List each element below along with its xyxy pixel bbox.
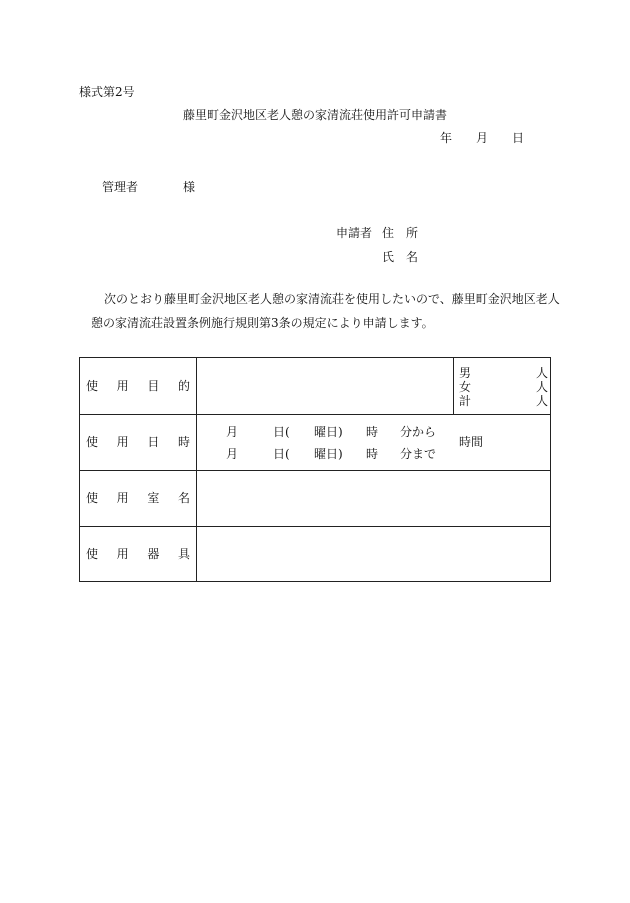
applicant-label: 申請者 <box>336 226 373 240</box>
start-day-label: 日( <box>273 425 290 439</box>
applicant-address-label: 住 所 <box>382 226 419 240</box>
end-hour-label: 時 <box>366 447 379 461</box>
document-title: 藤里町金沢地区老人憩の家清流荘使用許可申請書 <box>182 108 447 122</box>
people-total-unit: 人 <box>536 394 549 408</box>
people-total-label: 計 <box>459 394 472 408</box>
end-minute-label: 分まで <box>400 447 437 461</box>
date-month-label: 月 <box>476 131 489 145</box>
form-number: 様式第2号 <box>79 85 135 99</box>
row-divider <box>80 470 550 471</box>
end-day-label: 日( <box>273 447 290 461</box>
start-month-label: 月 <box>226 425 239 439</box>
datetime-label: 使 用 日 時 <box>86 435 190 449</box>
purpose-label: 使 用 目 的 <box>86 379 190 393</box>
start-weekday-label: 曜日) <box>314 425 343 439</box>
end-month-label: 月 <box>226 447 239 461</box>
addressee-label: 管理者 <box>102 180 139 194</box>
addressee-honorific: 様 <box>183 180 196 194</box>
room-label: 使 用 室 名 <box>86 491 190 505</box>
people-column-divider <box>453 358 454 414</box>
equipment-label: 使 用 器 具 <box>86 547 190 561</box>
start-hour-label: 時 <box>366 425 379 439</box>
body-line-1: 次のとおり藤里町金沢地区老人憩の家清流荘を使用したいので、藤里町金沢地区老人 <box>104 292 560 306</box>
start-minute-label: 分から <box>400 425 437 439</box>
date-year-label: 年 <box>440 131 453 145</box>
date-day-label: 日 <box>512 131 525 145</box>
end-weekday-label: 曜日) <box>314 447 343 461</box>
people-male-unit: 人 <box>536 366 549 380</box>
people-female-label: 女 <box>459 380 472 394</box>
body-line-2: 憩の家清流荘設置条例施行規則第3条の規定により申請します。 <box>91 316 434 330</box>
row-divider <box>80 414 550 415</box>
hours-label: 時間 <box>459 435 484 449</box>
people-female-unit: 人 <box>536 380 549 394</box>
label-column-divider <box>196 358 197 582</box>
people-male-label: 男 <box>459 366 472 380</box>
application-table <box>79 357 551 582</box>
applicant-name-label: 氏 名 <box>382 250 419 264</box>
row-divider <box>80 526 550 527</box>
